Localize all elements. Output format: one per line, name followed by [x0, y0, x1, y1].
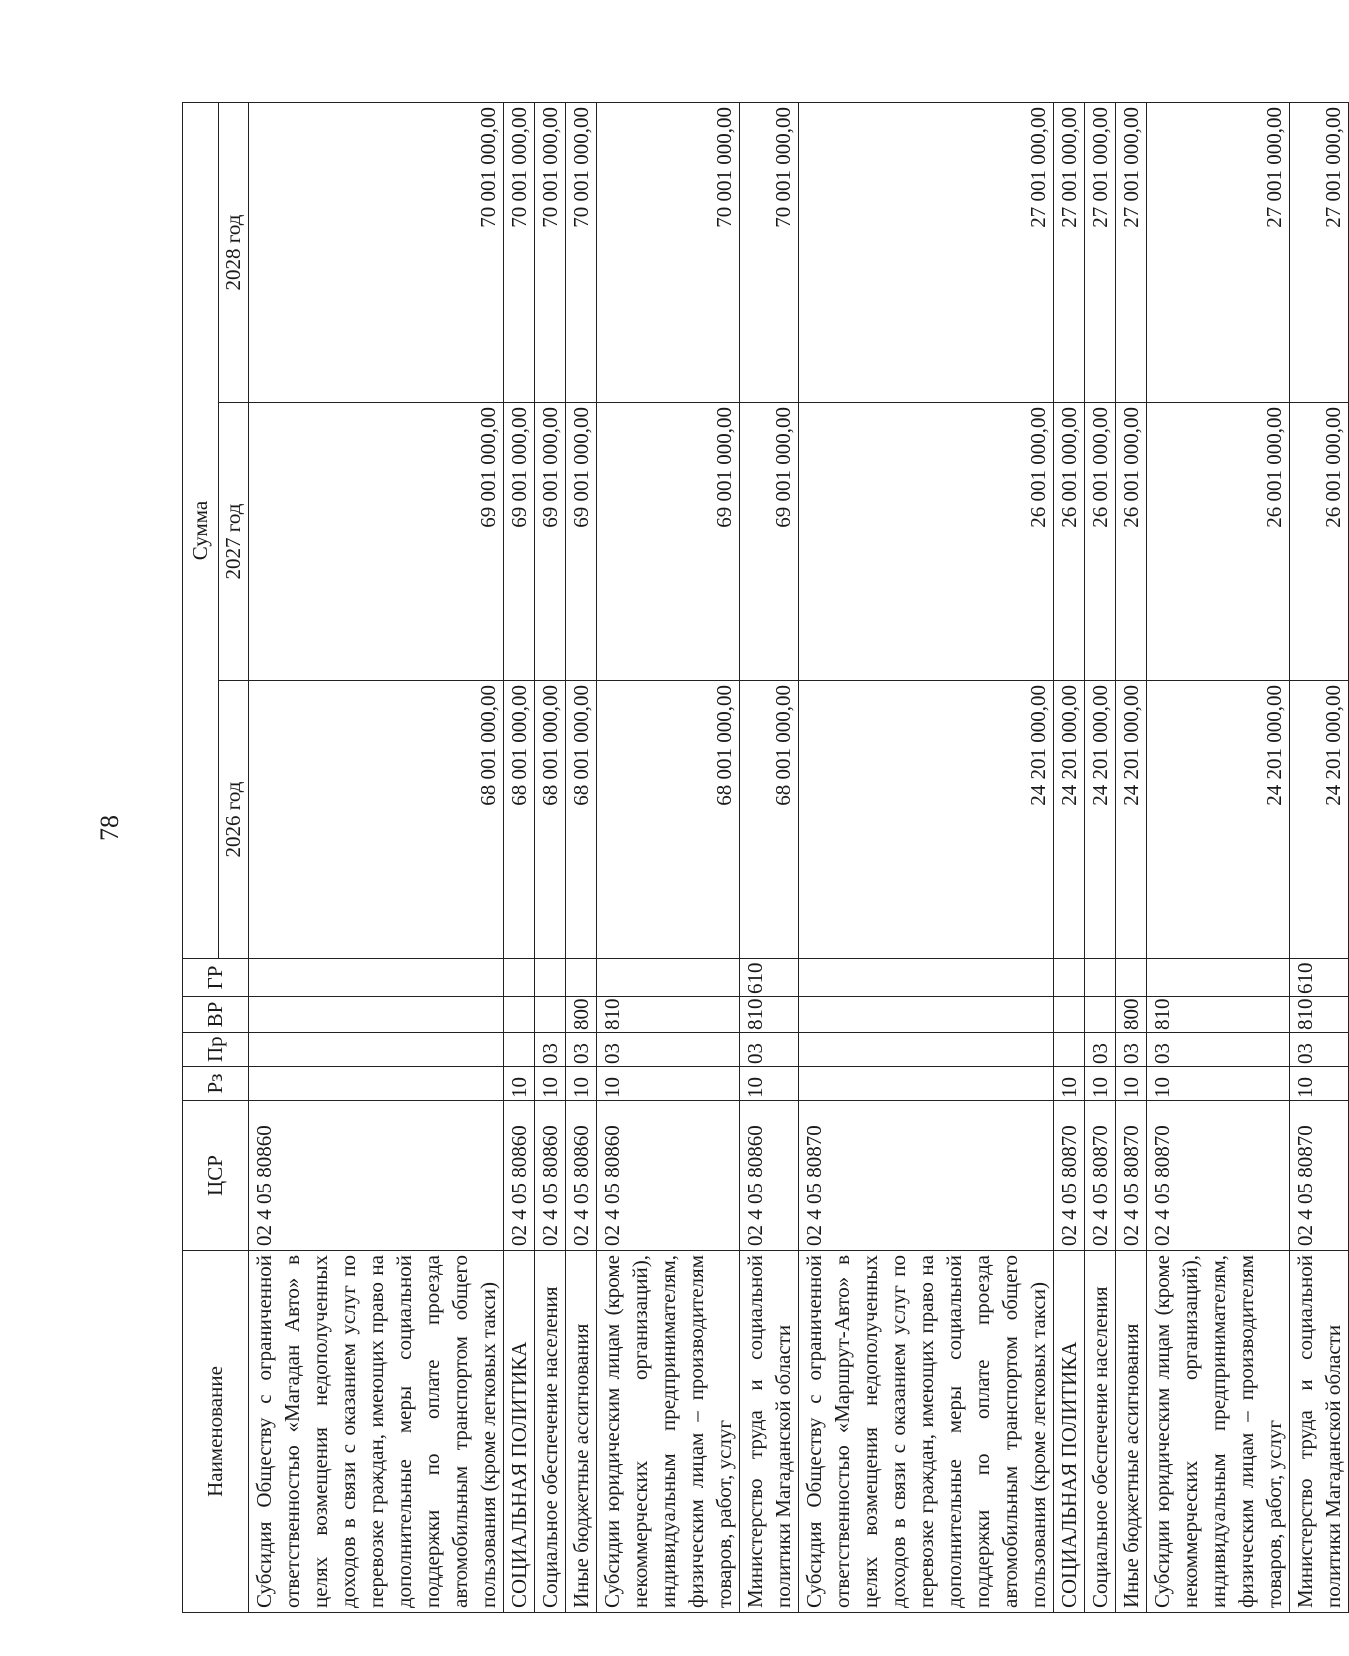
row-sum-2028: 27 001 000,00 — [1054, 102, 1085, 402]
row-csr: 02 4 05 80860 — [597, 1101, 740, 1251]
row-csr: 02 4 05 80860 — [566, 1101, 597, 1251]
row-sum-2026: 68 001 000,00 — [566, 681, 597, 959]
row-pr: 03 — [1116, 1033, 1147, 1067]
row-sum-2028: 70 001 000,00 — [740, 102, 799, 402]
row-name: Иные бюджетные ассигнования — [1116, 1251, 1147, 1613]
row-pr: 03 — [1085, 1033, 1116, 1067]
row-rz: 10 — [597, 1067, 740, 1101]
row-pr: 03 — [597, 1033, 740, 1067]
row-rz: 10 — [1116, 1067, 1147, 1101]
row-sum-2028: 70 001 000,00 — [597, 102, 740, 402]
page-number: 78 — [95, 815, 124, 841]
row-sum-2028: 27 001 000,00 — [799, 102, 1054, 402]
row-pr: 03 — [740, 1033, 799, 1067]
row-vr — [249, 997, 504, 1033]
row-vr: 800 — [566, 997, 597, 1033]
budget-table — [182, 102, 1349, 1613]
table-row — [535, 102, 566, 1612]
row-name: Министерство труда и социальной политики Магаданской области — [740, 1251, 799, 1613]
row-pr — [249, 1033, 504, 1067]
row-sum-2028: 70 001 000,00 — [535, 102, 566, 402]
header-csr: ЦСР — [183, 1101, 249, 1251]
row-vr: 810 — [1147, 997, 1290, 1033]
row-gr: 610 — [740, 959, 799, 997]
table-row — [740, 102, 799, 1612]
row-rz: 10 — [1147, 1067, 1290, 1101]
row-pr: 03 — [566, 1033, 597, 1067]
row-gr — [597, 959, 740, 997]
row-rz: 10 — [566, 1067, 597, 1101]
table-row — [566, 102, 597, 1612]
header-name: Наименование — [183, 1251, 249, 1613]
row-rz — [249, 1067, 504, 1101]
row-vr — [535, 997, 566, 1033]
row-gr — [535, 959, 566, 997]
row-vr — [799, 997, 1054, 1033]
row-sum-2026: 24 201 000,00 — [799, 681, 1054, 959]
header-year-2027: 2027 год — [219, 403, 249, 681]
row-gr: 610 — [1290, 959, 1349, 997]
rotated-page-content — [182, 103, 1345, 1613]
row-sum-2026: 24 201 000,00 — [1116, 681, 1147, 959]
row-rz: 10 — [1054, 1067, 1085, 1101]
row-sum-2027: 26 001 000,00 — [1290, 403, 1349, 681]
row-vr — [1085, 997, 1116, 1033]
row-sum-2027: 26 001 000,00 — [1085, 403, 1116, 681]
row-csr: 02 4 05 80870 — [1085, 1101, 1116, 1251]
row-vr: 810 — [597, 997, 740, 1033]
row-gr — [1147, 959, 1290, 997]
row-sum-2027: 69 001 000,00 — [504, 403, 535, 681]
row-vr: 810 — [1290, 997, 1349, 1033]
row-sum-2028: 27 001 000,00 — [1085, 102, 1116, 402]
row-name: Социальное обеспечение населения — [535, 1251, 566, 1613]
header-year-2026: 2026 год — [219, 681, 249, 959]
row-pr — [1054, 1033, 1085, 1067]
row-sum-2026: 24 201 000,00 — [1085, 681, 1116, 959]
row-sum-2028: 70 001 000,00 — [249, 102, 504, 402]
row-gr — [1054, 959, 1085, 997]
row-pr: 03 — [1147, 1033, 1290, 1067]
table-header — [183, 102, 249, 1612]
row-name: Социальное обеспечение населения — [1085, 1251, 1116, 1613]
row-pr — [799, 1033, 1054, 1067]
row-name: СОЦИАЛЬНАЯ ПОЛИТИКА — [1054, 1251, 1085, 1613]
row-sum-2026: 68 001 000,00 — [504, 681, 535, 959]
row-sum-2026: 24 201 000,00 — [1290, 681, 1349, 959]
row-name: Субсидия Обществу с ограниченной ответственностью «Маршрут-Авто» в целях возмещения недополученных доходов в связи с оказанием услуг по перевозке граждан, имеющих право на дополнительные меры социальной поддержки по оплате проезда автомобильным транспортом общего пользования (кроме легковых такси) — [799, 1251, 1054, 1613]
row-csr: 02 4 05 80860 — [740, 1101, 799, 1251]
row-name: СОЦИАЛЬНАЯ ПОЛИТИКА — [504, 1251, 535, 1613]
row-csr: 02 4 05 80870 — [1290, 1101, 1349, 1251]
row-sum-2026: 24 201 000,00 — [1054, 681, 1085, 959]
row-rz: 10 — [535, 1067, 566, 1101]
row-sum-2028: 27 001 000,00 — [1290, 102, 1349, 402]
row-sum-2028: 27 001 000,00 — [1116, 102, 1147, 402]
row-csr: 02 4 05 80870 — [1116, 1101, 1147, 1251]
row-csr: 02 4 05 80860 — [535, 1101, 566, 1251]
row-sum-2027: 69 001 000,00 — [740, 403, 799, 681]
row-sum-2027: 69 001 000,00 — [535, 403, 566, 681]
table-row — [1290, 102, 1349, 1612]
header-vr: ВР — [183, 997, 249, 1033]
row-csr: 02 4 05 80860 — [504, 1101, 535, 1251]
row-rz — [799, 1067, 1054, 1101]
row-vr: 810 — [740, 997, 799, 1033]
row-sum-2027: 26 001 000,00 — [1116, 403, 1147, 681]
row-rz: 10 — [504, 1067, 535, 1101]
table-row — [249, 102, 504, 1612]
row-pr — [504, 1033, 535, 1067]
row-gr — [799, 959, 1054, 997]
row-sum-2028: 27 001 000,00 — [1147, 102, 1290, 402]
row-rz: 10 — [1290, 1067, 1349, 1101]
row-sum-2026: 68 001 000,00 — [597, 681, 740, 959]
row-sum-2027: 69 001 000,00 — [566, 403, 597, 681]
row-sum-2027: 26 001 000,00 — [1147, 403, 1290, 681]
row-sum-2027: 69 001 000,00 — [249, 403, 504, 681]
row-vr: 800 — [1116, 997, 1147, 1033]
row-csr: 02 4 05 80870 — [799, 1101, 1054, 1251]
row-gr — [249, 959, 504, 997]
row-pr: 03 — [535, 1033, 566, 1067]
row-sum-2027: 69 001 000,00 — [597, 403, 740, 681]
row-name: Субсидии юридическим лицам (кроме некоммерческих организаций), индивидуальным предпринимателям, физическим лицам – производителям товаров, работ, услуг — [597, 1251, 740, 1613]
row-sum-2026: 68 001 000,00 — [535, 681, 566, 959]
row-gr — [1116, 959, 1147, 997]
row-sum-2027: 26 001 000,00 — [799, 403, 1054, 681]
table-body — [249, 102, 1349, 1612]
row-name: Субсидия Обществу с ограниченной ответственностью «Магадан Авто» в целях возмещения недополученных доходов в связи с оказанием услуг по перевозке граждан, имеющих право на дополнительные меры социальной поддержки по оплате проезда автомобильным транспортом общего пользования (кроме легковых такси) — [249, 1251, 504, 1613]
header-sum: Сумма — [183, 102, 219, 958]
header-year-2028: 2028 год — [219, 102, 249, 402]
row-gr — [1085, 959, 1116, 997]
header-pr: Пр — [183, 1033, 249, 1067]
row-rz: 10 — [1085, 1067, 1116, 1101]
row-name: Министерство труда и социальной политики Магаданской области — [1290, 1251, 1349, 1613]
row-sum-2026: 68 001 000,00 — [740, 681, 799, 959]
row-name: Субсидии юридическим лицам (кроме некоммерческих организаций), индивидуальным предпринимателям, физическим лицам – производителям товаров, работ, услуг — [1147, 1251, 1290, 1613]
row-sum-2026: 68 001 000,00 — [249, 681, 504, 959]
row-vr — [1054, 997, 1085, 1033]
table-row — [1147, 102, 1290, 1612]
row-pr: 03 — [1290, 1033, 1349, 1067]
table-row — [1116, 102, 1147, 1612]
header-gr: ГР — [183, 959, 249, 997]
table-row — [799, 102, 1054, 1612]
header-rz: Рз — [183, 1067, 249, 1101]
row-sum-2028: 70 001 000,00 — [566, 102, 597, 402]
row-rz: 10 — [740, 1067, 799, 1101]
row-sum-2027: 26 001 000,00 — [1054, 403, 1085, 681]
table-row — [1054, 102, 1085, 1612]
table-row — [1085, 102, 1116, 1612]
row-csr: 02 4 05 80860 — [249, 1101, 504, 1251]
table-row — [597, 102, 740, 1612]
row-name: Иные бюджетные ассигнования — [566, 1251, 597, 1613]
row-sum-2026: 24 201 000,00 — [1147, 681, 1290, 959]
row-vr — [504, 997, 535, 1033]
row-csr: 02 4 05 80870 — [1054, 1101, 1085, 1251]
row-gr — [504, 959, 535, 997]
row-sum-2028: 70 001 000,00 — [504, 102, 535, 402]
table-row — [504, 102, 535, 1612]
row-csr: 02 4 05 80870 — [1147, 1101, 1290, 1251]
row-gr — [566, 959, 597, 997]
